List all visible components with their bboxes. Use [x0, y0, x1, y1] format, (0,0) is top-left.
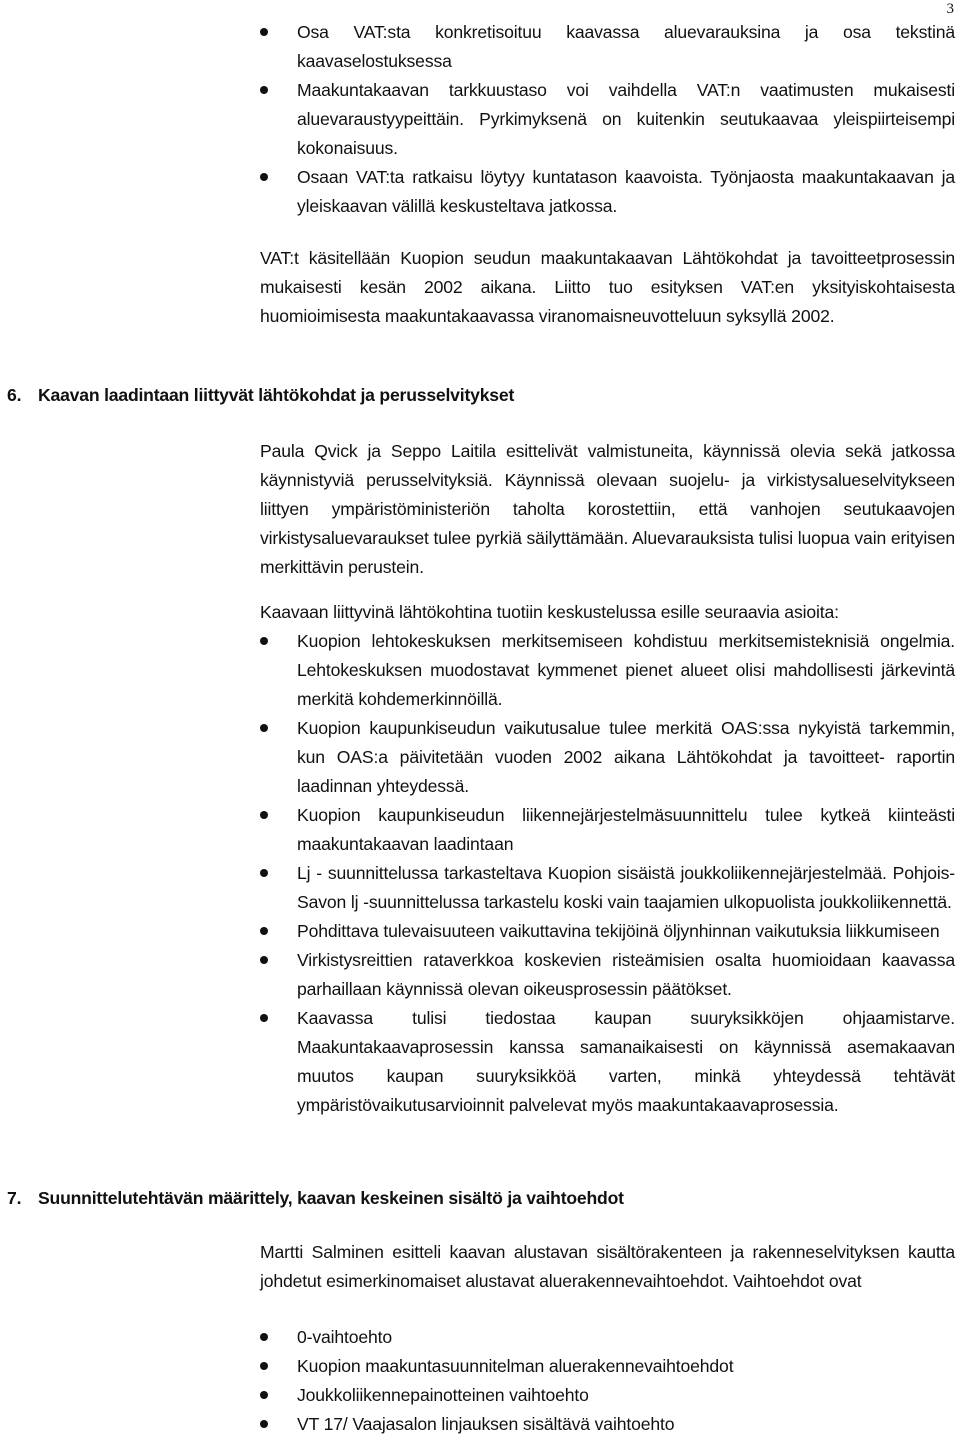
section-7-bullet-list — [260, 1323, 955, 1439]
bullet-icon — [260, 1333, 268, 1341]
list-item: Osaan VAT:ta ratkaisu löytyy kuntatason kaavoista. Työnjaosta maakuntakaavan ja yleiskaavan välillä keskusteltava jatkossa. — [260, 163, 955, 221]
section-number: 7. — [7, 1188, 22, 1208]
list-item: Lj - suunnittelussa tarkasteltava Kuopion sisäistä joukkoliikennejärjestelmää. Pohjois-Savon lj -suunnittelussa tarkastelu koski vain taajamien ulkopuolista joukkoliikennettä. — [260, 859, 955, 917]
section-6-bullet-list — [260, 627, 955, 1120]
list-item: Kuopion kaupunkiseudun vaikutusalue tulee merkitä OAS:ssa nykyistä tarkemmin, kun OAS:a päivitetään vuoden 2002 aikana Lähtökohdat ja tavoitteet- raportin laadinnan yhteydessä. — [260, 714, 955, 801]
bullet-icon — [260, 28, 268, 36]
list-item: Osa VAT:sta konkretisoituu kaavassa aluevarauksina ja osa tekstinä kaavaselostuksessa — [260, 18, 955, 76]
list-item: Kuopion lehtokeskuksen merkitsemiseen kohdistuu merkitsemisteknisiä ongelmia. Lehtokeskuksen muodostavat kymmenet pienet alueet olisi mahdollisesti järkevintä merkitä kohdemerkinnöillä. — [260, 627, 955, 714]
bullet-icon — [260, 927, 268, 935]
section-6-heading — [7, 381, 514, 410]
section-number: 6. — [7, 385, 22, 405]
bullet-icon — [260, 1420, 268, 1428]
section-6-paragraph: Paula Qvick ja Seppo Laitila esittelivät valmistuneita, käynnissä olevia sekä jatkossa käynnistyviä perusselvityksiä. Käynnissä olevaan suojelu- ja virkistysalueselvitykseen liittyen ympäristöministeriön taholta korostettiin, että vanhojen seutukaavojen virkistysaluevaraukset tulee pyrkiä säilyttämään. Aluevarauksista tulisi luopua vain erityisen merkittävin perustein. — [260, 441, 955, 577]
list-item: Kaavassa tulisi tiedostaa kaupan suuryksikköjen ohjaamistarve. Maakuntakaavaprosessin kanssa samanaikaisesti on käynnissä asemakaavan muutos kaupan suuryksikköä varten, minkä yhteydessä tehtävät ympäristövaikutusarvioinnit palvelevat myös maakuntakaavaprosessia. — [260, 1004, 955, 1120]
list-item: Virkistysreittien rataverkkoa koskevien risteämisien osalta huomioidaan kaavassa parhaillaan käynnissä olevan oikeusprosessin päätökset. — [260, 946, 955, 1004]
section-title: Kaavan laadintaan liittyvät lähtökohdat ja perusselvitykset — [38, 385, 515, 405]
bullet-icon — [260, 86, 268, 94]
section-7-heading — [7, 1184, 624, 1213]
page-number: 3 — [946, 1, 954, 17]
bullet-icon — [260, 1014, 268, 1022]
bullet-icon — [260, 1391, 268, 1399]
list-item: Maakuntakaavan tarkkuustaso voi vaihdella VAT:n vaatimusten mukaisesti aluevaraustyypeittäin. Pyrkimyksenä on kuitenkin seutukaavaa yleispiirteisempi kokonaisuus. — [260, 76, 955, 163]
list-item: Joukkoliikennepainotteinen vaihtoehto — [260, 1381, 955, 1410]
bullet-icon — [260, 724, 268, 732]
section-6-intro: Kaavaan liittyvinä lähtökohtina tuotiin keskustelussa esille seuraavia asioita: — [260, 602, 839, 622]
vat-paragraph: VAT:t käsitellään Kuopion seudun maakuntakaavan Lähtökohdat ja tavoitteetprosessin mukaisesti kesän 2002 aikana. Liitto tuo esityksen VAT:en yksityiskohtaisesta huomioimisesta maakuntakaavassa viranomaisneuvotteluun syksyllä 2002. — [260, 248, 955, 326]
bullet-icon — [260, 956, 268, 964]
bullet-icon — [260, 869, 268, 877]
list-item: Pohdittava tulevaisuuteen vaikuttavina tekijöinä öljynhinnan vaikutuksia liikkumiseen — [260, 917, 955, 946]
list-item: Kuopion kaupunkiseudun liikennejärjestelmäsuunnittelu tulee kytkeä kiinteästi maakuntakaavan laadintaan — [260, 801, 955, 859]
bullet-icon — [260, 1362, 268, 1370]
list-item: Kuopion maakuntasuunnitelman aluerakennevaihtoehdot — [260, 1352, 955, 1381]
bullet-icon — [260, 637, 268, 645]
section-title: Suunnittelutehtävän määrittely, kaavan keskeinen sisältö ja vaihtoehdot — [38, 1188, 624, 1208]
top-bullet-list — [260, 18, 955, 221]
bullet-icon — [260, 811, 268, 819]
bullet-icon — [260, 173, 268, 181]
list-item: 0-vaihtoehto — [260, 1323, 955, 1352]
list-item: VT 17/ Vaajasalon linjauksen sisältävä vaihtoehto — [260, 1410, 955, 1439]
section-7-paragraph: Martti Salminen esitteli kaavan alustavan sisältörakenteen ja rakenneselvityksen kautta johdetut esimerkinomaiset alustavat aluerakennevaihtoehdot. Vaihtoehdot ovat — [260, 1242, 955, 1291]
